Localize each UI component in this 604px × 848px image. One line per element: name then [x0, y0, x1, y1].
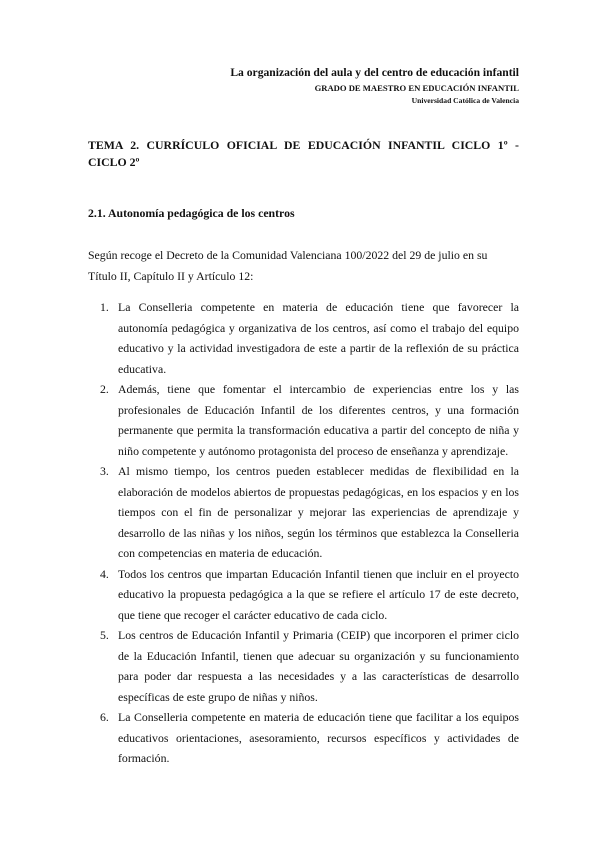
list-item — [88, 461, 519, 564]
list-item-number: 4. — [100, 566, 109, 581]
list-item-number: 1. — [100, 300, 109, 314]
list-item-number: 2. — [100, 382, 109, 396]
list-item-text: Además, tiene que fomentar el intercambio de experiencias entre los y las profesionales de Educación Infantil de los diferentes centros, y una formación permanente que permita la transformación educativa a partir del concepto de niña y niño competente y autónomo protagonista del proceso de enseñanza y aprendizaje. — [118, 382, 519, 458]
list-item-text: Todos los centros que impartan Educación Infantil tienen que incluir en el proyecto educativo la propuesta pedagógica a la que se refiere el artículo 17 de este decreto, que tiene que recoger el carácter educativo de cada ciclo. — [118, 566, 519, 622]
list-item — [88, 564, 519, 626]
list-item — [88, 707, 519, 769]
article-list — [88, 297, 519, 769]
topic-heading: TEMA 2. CURRÍCULO OFICIAL DE EDUCACIÓN INFANTIL CICLO 1º - CICLO 2º — [88, 138, 519, 169]
list-item-number: 5. — [100, 628, 109, 642]
list-item — [88, 379, 519, 461]
list-item-text: Los centros de Educación Infantil y Primaria (CEIP) que incorporen el primer ciclo de la Educación Infantil, tienen que adecuar su organización y su funcionamiento para poder dar respuesta a las necesidades y a las características de desarrollo específicas de este grupo de niñas y niños. — [118, 628, 519, 704]
list-item-text: La Conselleria competente en materia de educación tiene que facilitar a los equipos educativos orientaciones, asesoramiento, recursos específicos y actividades de formación. — [118, 710, 519, 765]
list-item — [88, 625, 519, 707]
list-item-number: 6. — [100, 710, 109, 724]
list-item-text: Al mismo tiempo, los centros pueden establecer medidas de flexibilidad en la elaboración de modelos abiertos de propuestas pedagógicas, en los espacios y en los tiempos con el fin de personalizar y mejorar las experiencias de aprendizaje y desarrollo de las niñas y los niños, según los términos que establezca la Conselleria con competencias en materia de educación. — [118, 464, 519, 560]
intro-paragraph: Según recoge el Decreto de la Comunidad Valenciana 100/2022 del 29 de julio en su Título II, Capítulo II y Artículo 12: — [88, 248, 488, 283]
section-heading: 2.1. Autonomía pedagógica de los centros — [88, 206, 295, 220]
header-university: Universidad Católica de Valencia — [411, 96, 519, 105]
header-title: La organización del aula y del centro de educación infantil — [230, 66, 519, 79]
list-item-number: 3. — [100, 464, 109, 478]
list-item — [88, 297, 519, 379]
header-degree: GRADO DE MAESTRO EN EDUCACIÓN INFANTIL — [314, 83, 519, 93]
list-item-text: La Conselleria competente en materia de educación tiene que favorecer la autonomía pedagógica y organizativa de los centros, así como el trabajo del equipo educativo y la actividad investigadora de este a partir de la reflexión de su práctica educativa. — [118, 300, 519, 376]
